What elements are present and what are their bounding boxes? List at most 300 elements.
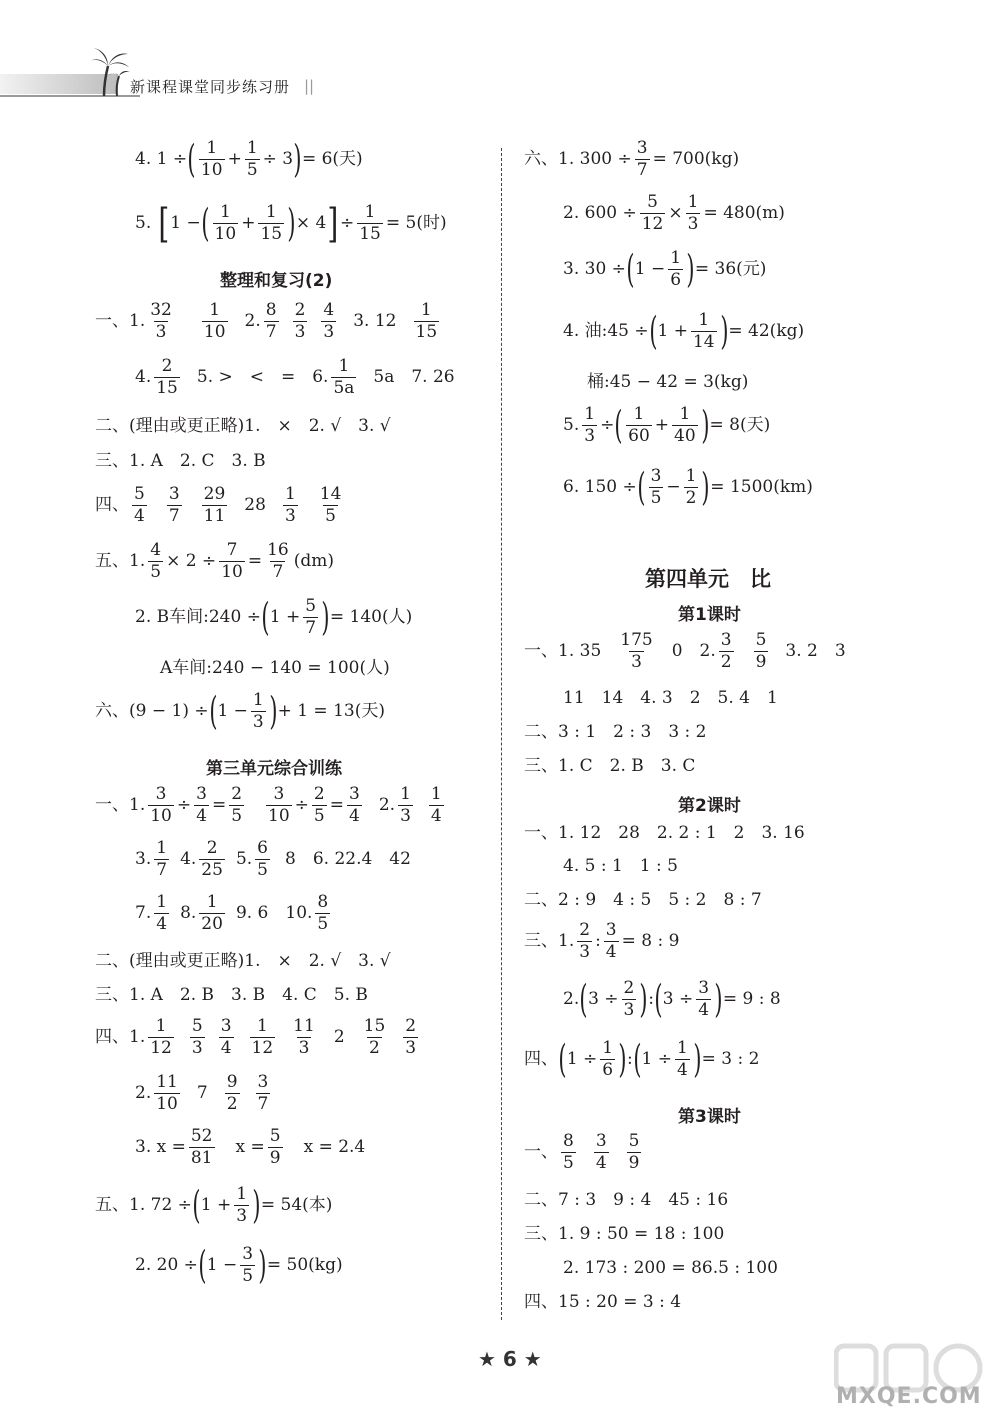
expression-text: 28: [244, 495, 266, 515]
denominator: 6: [670, 270, 682, 290]
denominator: 40: [674, 426, 696, 446]
lesson-heading-2: 第2课时: [678, 796, 741, 816]
open-paren: (: [198, 1243, 207, 1288]
answer-line: [524, 140, 739, 179]
expression-text: 1 +: [200, 1195, 232, 1215]
denominator: 10: [221, 562, 243, 582]
fraction: [604, 922, 619, 961]
expression-text: 3. 30 ÷: [563, 259, 626, 279]
denominator: 3: [687, 214, 699, 234]
expression-text: = 1500(km): [710, 477, 813, 497]
expression-text: = 140(人): [329, 607, 413, 627]
denominator: 15: [415, 322, 438, 342]
expression-text: 0 2.: [671, 641, 716, 661]
numerator: 5: [647, 192, 658, 212]
expression-text: :: [595, 931, 601, 951]
numerator: 3: [595, 1131, 607, 1151]
fraction: [318, 486, 344, 525]
header-bars: ||: [304, 77, 315, 95]
expression-text: 三、1.: [524, 931, 575, 951]
denominator: 3: [236, 1206, 248, 1226]
close-paren: ): [686, 247, 695, 292]
denominator: 5: [313, 806, 325, 826]
numerator: 7: [226, 540, 238, 560]
expression-text: 7: [196, 1083, 208, 1103]
denominator: 9: [628, 1153, 640, 1173]
numerator: 1: [252, 690, 264, 710]
expression-text: 5a 7. 26: [373, 367, 455, 387]
fraction: [190, 1018, 205, 1057]
answer-line: [135, 840, 411, 879]
expression-text: + 1 = 13(天): [277, 701, 385, 721]
denominator: 5: [231, 806, 243, 826]
denominator: 6: [602, 1060, 614, 1080]
numerator: 15: [363, 1016, 386, 1036]
fraction: [148, 302, 174, 341]
numerator: 3: [698, 978, 710, 998]
lesson-heading-3: 第3课时: [678, 1107, 741, 1127]
expression-text: 4. 油:45 ÷: [563, 321, 649, 341]
denominator: 5: [246, 160, 258, 180]
fraction: [315, 894, 330, 933]
fraction: [303, 598, 318, 637]
denominator: 3: [252, 712, 264, 732]
numerator: 3: [720, 630, 732, 650]
expression-text: 1 +: [269, 607, 301, 627]
expression-text: :: [648, 989, 654, 1009]
numerator: 4: [150, 540, 162, 560]
denominator: 4: [605, 942, 617, 962]
expression-text: ÷: [600, 415, 615, 435]
denominator: 3: [191, 1038, 203, 1058]
expression-text: 2.: [563, 989, 580, 1009]
lesson-heading-1: 第1课时: [678, 605, 741, 625]
expression-text: ÷: [339, 213, 355, 233]
denominator: 3: [405, 1038, 417, 1058]
numerator: 1: [256, 1016, 268, 1036]
fraction: [199, 140, 225, 179]
expression-text: = 8(天): [709, 415, 771, 435]
denominator: 9: [269, 1148, 281, 1168]
fraction: [189, 1128, 215, 1167]
section-heading-unit3: 第三单元综合训练: [206, 759, 342, 779]
answer-line: [135, 1243, 343, 1288]
expression-text: ÷: [294, 795, 309, 815]
fraction: [283, 486, 298, 525]
fraction: [600, 1040, 615, 1079]
numerator: 1: [155, 1016, 167, 1036]
answer-line: [135, 200, 447, 247]
close-bracket: ]: [327, 200, 339, 247]
numerator: 5: [134, 484, 145, 504]
denominator: 7: [168, 506, 180, 526]
numerator: 1: [156, 838, 168, 858]
fraction: [199, 840, 225, 879]
denominator: 10: [156, 1094, 178, 1114]
fraction: [594, 1133, 609, 1172]
open-paren: (: [201, 201, 210, 246]
numerator: 1: [420, 300, 432, 320]
denominator: 12: [251, 1038, 274, 1058]
fraction: [251, 692, 266, 731]
fraction: [627, 1133, 642, 1172]
answer-line: 三、1. A 2. C 3. B: [95, 451, 266, 471]
fraction: [148, 786, 174, 825]
expression-text: 2.: [244, 311, 261, 331]
answer-line: 4. 5 : 1 1 : 5: [563, 856, 678, 876]
fraction: [258, 204, 284, 243]
fraction: [148, 1018, 174, 1057]
answer-line: [524, 922, 679, 961]
expression-text: × 4: [295, 213, 327, 233]
fraction: [199, 894, 225, 933]
expression-text: ÷ 3: [262, 149, 294, 169]
fraction: [635, 140, 650, 179]
denominator: 2: [720, 652, 732, 672]
numerator: 6: [257, 838, 268, 858]
denominator: 12: [150, 1038, 172, 1058]
expression-text: 5.: [563, 415, 580, 435]
column-divider: [501, 148, 502, 1320]
expression-text: 3. 12: [353, 311, 397, 331]
expression-text: 一、1.: [95, 795, 146, 815]
answer-line: [135, 1074, 273, 1113]
open-paren: (: [558, 1037, 567, 1082]
denominator: 2: [226, 1094, 238, 1114]
numerator: 11: [156, 1072, 178, 1092]
book-title: 新课程课堂同步练习册: [130, 78, 291, 96]
denominator: 10: [203, 322, 226, 342]
fraction: [696, 980, 711, 1019]
expression-text: =: [329, 795, 344, 815]
numerator: 3: [242, 1244, 254, 1264]
fraction: [577, 922, 592, 961]
expression-text: 五、1. 72 ÷: [95, 1195, 192, 1215]
numerator: 52: [190, 1126, 213, 1146]
expression-text: 2. B车间:240 ÷: [135, 607, 261, 627]
fraction: [561, 1133, 576, 1172]
fraction: [225, 1074, 240, 1113]
answer-line: [563, 977, 781, 1022]
fraction: [154, 1074, 180, 1113]
numerator: 1: [236, 1184, 248, 1204]
expression-text: = 6(天): [301, 149, 363, 169]
fraction: [167, 486, 182, 525]
open-paren: (: [187, 137, 196, 182]
unit-heading: 第四单元 比: [645, 567, 771, 591]
expression-text: 四、: [95, 495, 129, 515]
expression-text: 6. 150 ÷: [563, 477, 637, 497]
fraction: [312, 786, 327, 825]
denominator: 3: [284, 506, 296, 526]
numerator: 2: [579, 920, 591, 940]
expression-text: = 5(时): [385, 213, 447, 233]
expression-text: = 3 : 2: [701, 1049, 760, 1069]
denominator: 60: [628, 426, 650, 446]
fraction: [622, 980, 637, 1019]
expression-text: 1 ÷: [641, 1049, 672, 1069]
expression-text: 1 −: [217, 701, 248, 721]
denominator: 12: [641, 214, 664, 234]
open-paren: (: [192, 1183, 201, 1228]
fraction: [265, 542, 291, 581]
expression-text: +: [654, 415, 670, 435]
answer-line: 二、(理由或更正略)1. × 2. √ 3. √: [95, 951, 391, 971]
denominator: 14: [692, 332, 715, 352]
answer-line: [524, 632, 846, 671]
numerator: 3: [168, 484, 180, 504]
answer-line: 11 14 4. 3 2 5. 4 1: [563, 688, 778, 708]
expression-text: 3 ÷: [588, 989, 619, 1009]
answer-line: 2. 173 : 200 = 86.5 : 100: [563, 1258, 778, 1278]
close-paren: ): [714, 977, 723, 1022]
numerator: 16: [267, 540, 289, 560]
fraction: [264, 302, 279, 341]
fraction: [266, 786, 292, 825]
expression-text: 9. 6 10.: [235, 903, 313, 923]
numerator: 1: [430, 784, 442, 804]
expression-text: 一、1. 35: [524, 641, 602, 661]
denominator: 3: [400, 806, 411, 826]
expression-text: ×: [668, 203, 683, 223]
numerator: 1: [584, 404, 596, 424]
open-paren: (: [579, 977, 588, 1022]
fraction: [240, 1246, 255, 1285]
numerator: 3: [196, 784, 207, 804]
expression-text: ÷: [176, 795, 192, 815]
close-paren: ): [693, 1037, 702, 1082]
close-paren: ): [287, 201, 296, 246]
expression-text: 3. x =: [135, 1137, 186, 1157]
numerator: 8: [563, 1131, 574, 1151]
denominator: 4: [134, 506, 145, 526]
expression-text: 4. 1 ÷: [135, 149, 188, 169]
denominator: 15: [156, 378, 178, 398]
expression-text: 2: [333, 1027, 345, 1047]
answer-line: [524, 1133, 644, 1172]
fraction: [202, 486, 228, 525]
open-bracket: [: [157, 200, 169, 247]
numerator: 1: [364, 202, 376, 222]
numerator: 1: [284, 484, 296, 504]
denominator: 7: [265, 322, 277, 342]
denominator: 5: [150, 562, 162, 582]
expression-text: 2.: [378, 795, 396, 815]
fraction: [668, 250, 683, 289]
fraction: [256, 1074, 271, 1113]
expression-text: 7.: [135, 903, 152, 923]
watermark-text: MXQE.COM: [836, 1384, 982, 1409]
numerator: 8: [265, 300, 277, 320]
numerator: 3: [650, 466, 662, 486]
expression-text: −: [666, 477, 681, 497]
expression-text: 5. > < = 6.: [196, 367, 329, 387]
answer-line: [524, 1037, 760, 1082]
numerator: 3: [220, 1016, 232, 1036]
expression-text: 六、1. 300 ÷: [524, 149, 632, 169]
numerator: 1: [246, 138, 258, 158]
denominator: 20: [201, 914, 223, 934]
expression-text: = 42(kg): [728, 321, 805, 341]
close-paren: ): [269, 689, 278, 734]
fraction: [154, 358, 180, 397]
numerator: 3: [349, 784, 360, 804]
open-paren: (: [208, 689, 218, 734]
denominator: 4: [349, 806, 360, 826]
close-paren: ): [701, 465, 710, 510]
denominator: 7: [156, 860, 168, 880]
expression-text: × 2 ÷: [166, 551, 217, 571]
open-paren: (: [614, 403, 623, 448]
expression-text: x =: [235, 1137, 265, 1157]
numerator: 3: [605, 920, 617, 940]
fraction: [357, 204, 383, 243]
answer-line: 二、7 : 3 9 : 4 45 : 16: [524, 1190, 729, 1210]
denominator: 7: [636, 160, 648, 180]
denominator: 5: [317, 914, 329, 934]
denominator: 25: [201, 860, 223, 880]
fraction: [347, 786, 362, 825]
numerator: 5: [628, 1131, 640, 1151]
fraction: [429, 786, 444, 825]
numerator: 1: [265, 202, 277, 222]
denominator: 5: [325, 506, 336, 526]
fraction: [403, 1018, 418, 1057]
expression-text: 3 ÷: [662, 989, 694, 1009]
denominator: 9: [755, 652, 767, 672]
denominator: 7: [305, 618, 317, 638]
numerator: 9: [226, 1072, 238, 1092]
numerator: 1: [156, 892, 168, 912]
numerator: 1: [602, 1038, 614, 1058]
expression-text: = 54(本): [260, 1195, 333, 1215]
fraction: [250, 1018, 276, 1057]
fraction: [154, 894, 169, 933]
denominator: 3: [623, 1000, 635, 1020]
open-paren: (: [261, 595, 270, 640]
fraction: [672, 406, 698, 445]
denominator: 4: [196, 806, 207, 826]
denominator: 5: [242, 1266, 254, 1286]
close-paren: ): [321, 595, 330, 640]
expression-text: =: [247, 551, 263, 571]
open-paren: (: [654, 977, 663, 1022]
denominator: 10: [200, 160, 223, 180]
numerator: 14: [319, 484, 342, 504]
expression-text: 五、1.: [95, 551, 146, 571]
denominator: 3: [579, 942, 591, 962]
numerator: 175: [620, 630, 653, 650]
denominator: 4: [676, 1060, 688, 1080]
numerator: 2: [623, 978, 635, 998]
denominator: 15: [359, 224, 381, 244]
expression-text: 8 6. 22.4 42: [285, 849, 411, 869]
expression-text: 2.: [135, 1083, 152, 1103]
expression-text: 四、: [524, 1049, 558, 1069]
answer-line: [135, 137, 363, 182]
answer-line: [95, 1018, 421, 1057]
denominator: 5: [650, 488, 662, 508]
expression-text: 1 ÷: [566, 1049, 598, 1069]
expression-text: = 36(元): [694, 259, 767, 279]
numerator: 1: [209, 300, 221, 320]
answer-line: 三、1. C 2. B 3. C: [524, 756, 696, 776]
fraction: [255, 840, 270, 879]
expression-text: 5.: [135, 213, 152, 233]
answer-line: [135, 1128, 365, 1167]
open-paren: (: [637, 465, 646, 510]
denominator: 3: [584, 426, 596, 446]
answer-line: [563, 309, 805, 354]
expression-text: x = 2.4: [303, 1137, 366, 1157]
numerator: 3: [257, 1072, 269, 1092]
fraction: [194, 786, 209, 825]
numerator: 1: [206, 138, 218, 158]
numerator: 1: [698, 310, 710, 330]
denominator: 7: [257, 1094, 269, 1114]
numerator: 11: [293, 1016, 315, 1036]
answer-line: [95, 486, 346, 525]
fraction: [268, 1128, 283, 1167]
numerator: 5: [269, 1126, 281, 1146]
fraction: [649, 468, 664, 507]
answer-line: [95, 302, 442, 341]
denominator: 7: [272, 562, 284, 582]
numerator: 2: [231, 784, 243, 804]
answer-line: A车间:240 − 140 = 100(人): [160, 658, 390, 678]
denominator: 10: [214, 224, 237, 244]
denominator: 5: [563, 1153, 574, 1173]
expression-text: = 8 : 9: [621, 931, 680, 951]
answer-line: 二、3 : 1 2 : 3 3 : 2: [524, 722, 707, 742]
numerator: 1: [206, 892, 218, 912]
denominator: 4: [595, 1153, 607, 1173]
denominator: 4: [220, 1038, 232, 1058]
answer-line: [135, 358, 455, 397]
palm-tree-icon: [84, 46, 132, 98]
fraction: [362, 1018, 388, 1057]
denominator: 4: [698, 1000, 710, 1020]
numerator: 1: [687, 192, 699, 212]
answer-line: [95, 786, 447, 825]
numerator: 3: [273, 784, 285, 804]
answer-line: [135, 894, 333, 933]
denominator: 5a: [333, 378, 355, 398]
fraction: [291, 1018, 317, 1057]
close-paren: ): [258, 1243, 267, 1288]
expression-text: 一、1.: [95, 311, 146, 331]
denominator: 5: [257, 860, 268, 880]
numerator: 2: [313, 784, 325, 804]
answer-line: 桶:45 − 42 = 3(kg): [587, 372, 749, 392]
fraction: [293, 302, 308, 341]
fraction: [414, 302, 440, 341]
numerator: 1: [219, 202, 231, 222]
expression-text: +: [241, 213, 256, 233]
answer-line: [95, 1183, 333, 1228]
fraction: [213, 204, 239, 243]
fraction: [219, 1018, 234, 1057]
answer-line: [95, 689, 385, 734]
fraction: [245, 140, 260, 179]
answer-line: [563, 194, 785, 233]
expression-text: = 700(kg): [652, 149, 740, 169]
open-paren: (: [648, 309, 658, 354]
answer-line: [95, 542, 334, 581]
answer-line: 三、1. 9 : 50 = 18 : 100: [524, 1224, 725, 1244]
fraction: [684, 468, 699, 507]
denominator: 10: [150, 806, 172, 826]
